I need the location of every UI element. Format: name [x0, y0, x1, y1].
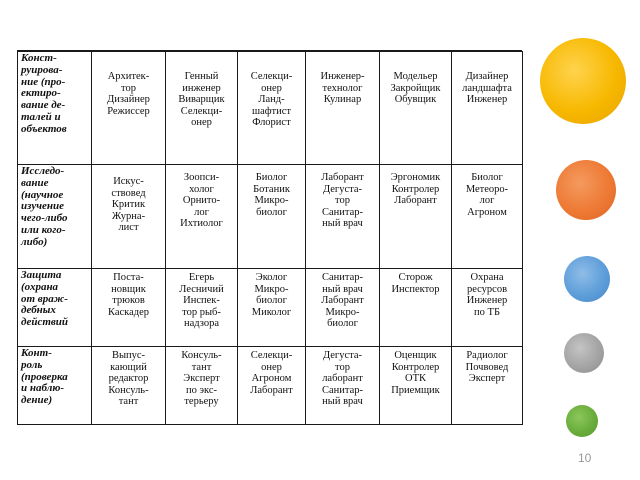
decor-circle-green	[566, 405, 598, 437]
table-cell: Санитар- ный врач Лаборант Микро- биолог	[306, 269, 380, 347]
table-cell: Выпус- кающий редактор Консуль- тант	[92, 347, 166, 425]
decor-circle-yellow	[540, 38, 626, 124]
table-cell: Поста- новщик трюков Каскадер	[92, 269, 166, 347]
table-cell: Архитек- тор Дизайнер Режиссер	[92, 52, 166, 165]
table-row	[18, 269, 523, 347]
table-cell: Охрана ресурсов Инженер по ТБ	[452, 269, 523, 347]
table-cell: Генный инженер Виварщик Селекци- онер	[166, 52, 238, 165]
table-cell: Биолог Метеоро- лог Агроном	[452, 165, 523, 269]
table-cell: Егерь Лесничий Инспек- тор рыб- надзора	[166, 269, 238, 347]
table-cell: Эргономик Контролер Лаборант	[380, 165, 452, 269]
table-cell: Дизайнер ландшафта Инженер	[452, 52, 523, 165]
decor-circle-orange	[556, 160, 616, 220]
table-cell: Зоопси- холог Орнито- лог Ихтиолог	[166, 165, 238, 269]
table-cell: Биолог Ботаник Микро- биолог	[238, 165, 306, 269]
table-cell: Оценщик Контролер ОТК Приемщик	[380, 347, 452, 425]
table-cell: Инженер- технолог Кулинар	[306, 52, 380, 165]
page-number: 10	[578, 451, 592, 465]
table-cell: Радиолог Почвовед Эксперт	[452, 347, 523, 425]
table-row	[18, 52, 523, 165]
table-cell: Модельер Закройщик Обувщик	[380, 52, 452, 165]
decor-circle-gray	[564, 333, 604, 373]
table-cell: Лаборант Дегуста- тор Санитар- ный врач	[306, 165, 380, 269]
table-cell: Консуль- тант Эксперт по экс- терьеру	[166, 347, 238, 425]
row-header-construction: Конст- руирова- ние (про- ектиро- вание де- талей и объектов	[18, 52, 92, 165]
table-cell: Селекци- онер Агроном Лаборант	[238, 347, 306, 425]
table-cell: Дегуста- тор лаборант Санитар- ный врач	[306, 347, 380, 425]
row-header-research: Исследо- вание (научное изучение чего-либо или кого- либо)	[18, 165, 92, 269]
table-cell: Эколог Микро- биолог Миколог	[238, 269, 306, 347]
table-row	[18, 165, 523, 269]
table-row	[18, 347, 523, 425]
professions-table	[17, 51, 523, 425]
table-cell: Сторож Инспектор	[380, 269, 452, 347]
row-header-control: Конт- роль (проверка и наблю- дение)	[18, 347, 92, 425]
row-header-protection: Защита (охрана от враж- дебных действий	[18, 269, 92, 347]
table-cell: Искус- ствовед Критик Журна- лист	[92, 165, 166, 269]
table-cell: Селекци- онер Ланд- шафтист Флорист	[238, 52, 306, 165]
decor-circle-blue	[564, 256, 610, 302]
